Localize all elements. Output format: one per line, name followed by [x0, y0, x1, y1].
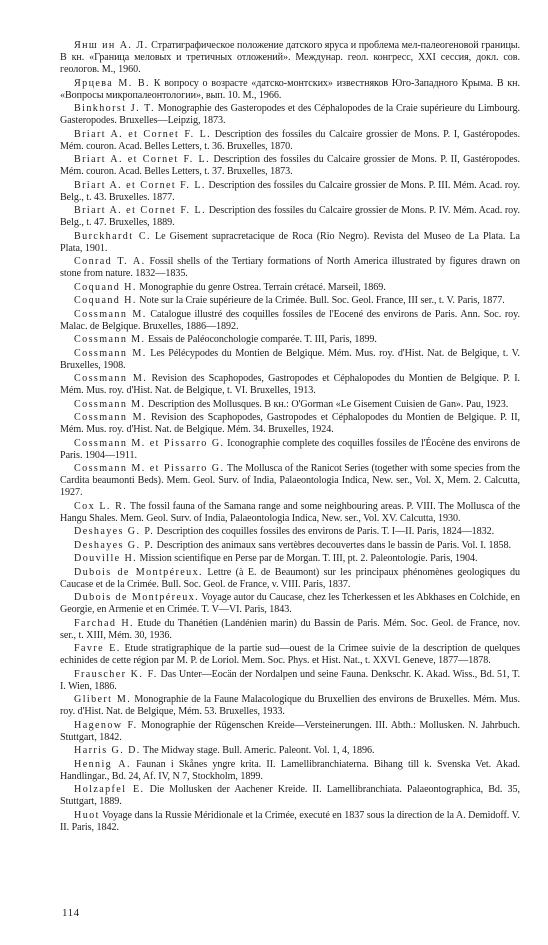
reference-entry: [60, 295, 520, 307]
reference-entry: [60, 103, 520, 127]
reference-details: Note sur la Craie supérieure de la Crimée. Bull. Soc. Geol. France, III ser., t. V. Paris, 1877.: [136, 295, 505, 306]
reference-details: The fossil fauna of the Samana range and some neighbouring areas. P. VIII. The Mollusca of the Hangu Shales. Mem. Geol. Surv. of India, Palaeontologia Indica, New. ser., Vol. XV. Calcutta, 1930.: [60, 500, 521, 524]
reference-details: Monographie der Rügenschen Kreide—Versteinerungen. III. Abth.: Mollusken. N. Jahrbuch. Stuttgart, 1842.: [60, 719, 520, 743]
reference-entry: [60, 618, 520, 642]
reference-author: Frauscher K. F.: [74, 668, 158, 680]
reference-details: Etude du Thanétien (Landénien marin) du Bassin de Paris. Mém. Soc. Geol. de France, nov. ser., t. XIII, Mém. 30, 1936.: [60, 617, 520, 641]
reference-entry: [60, 694, 520, 718]
reference-author: Dubois de Montpéreux.: [74, 566, 203, 578]
reference-details: Voyage dans la Russie Méridionale et la Crimée, executé en 1837 sous la direction de la A. Demidoff. V. II. Paris, 1842.: [60, 809, 520, 833]
reference-author: Dubois de Montpéreux.: [74, 592, 200, 603]
reference-entry: [60, 373, 520, 397]
reference-entry: [60, 256, 520, 280]
reference-author: Conrad T. A.: [74, 256, 146, 267]
reference-author: Burckhardt C.: [74, 230, 151, 242]
reference-author: Coquand H.: [74, 281, 137, 293]
reference-author: Favre E.: [74, 643, 121, 654]
reference-details: Iconographie complete des coquilles fossiles de l'Éocène des environs de Paris. 1904—1911.: [60, 437, 520, 461]
reference-entry: [60, 40, 520, 76]
reference-author: Holzapfel E.: [74, 784, 145, 795]
reference-details: Revision des Scaphopodes, Gastropodes et Céphalopodes du Montien de Belgique. P. I. Mém. Mus. roy. d'Hist. Nat. de Belgique, t. VI. Bruxelles, 1913.: [60, 373, 520, 396]
reference-entry: [60, 78, 520, 102]
reference-entry: [60, 567, 520, 591]
reference-entry: [60, 282, 520, 294]
reference-details: Etude stratigraphique de la partie sud—ouest de la Crimee suivie de la description de quelques echinides de cette région par M. P. de Loriol. Mem. Soc. Phys. et Hist. Nat., t. XXVI. Geneve, 1877—1878.: [60, 643, 520, 666]
reference-entry: [60, 501, 520, 525]
reference-details: Monographie de la Faune Malacologique du Bruxellien des environs de Bruxelles. Mém. Mus. roy. d'Hist. Nat. de Belgique, Mém. 53. Bruxelles, 1933.: [60, 694, 520, 717]
reference-details: Стратиграфическое положение датского яруса и проблема мел-палеогеновой границы. В кн. «Граница меловых и третичных отложений». Междунар. геол. конгресс, XXI сессия, докл. сов. геологов. М., 1960.: [60, 40, 520, 75]
reference-entry: [60, 784, 520, 808]
reference-entry: [60, 154, 520, 178]
reference-author: Coquand H.: [74, 295, 137, 306]
reference-author: Briart A. et Cornet F. L.: [74, 154, 211, 165]
reference-author: Douville H.: [74, 553, 138, 564]
reference-details: К вопросу о возрасте «датско-монтских» известняков Юго-Западного Крыма. В кн. «Вопросы микропалеонтологии», вып. 10. М., 1966.: [60, 77, 520, 101]
reference-details: Essais de Paléoconchologie comparée. T. III, Paris, 1899.: [145, 334, 377, 345]
reference-author: Farchad H.: [74, 617, 134, 629]
reference-entry: [60, 205, 520, 229]
reference-author: Cossmann M.: [74, 412, 147, 423]
reference-entry: [60, 309, 520, 333]
reference-entry: [60, 180, 520, 204]
reference-entry: [60, 129, 520, 153]
reference-entry: [60, 399, 520, 411]
reference-entry: [60, 759, 520, 783]
reference-author: Binkhorst J. T.: [74, 103, 155, 114]
reference-entry: [60, 348, 520, 372]
reference-details: Description des fossiles du Calcaire grossier de Mons. P. I, Gastéropodes. Mém. couron. Acad. Belles Letters, t. 36. Bruxelles, 1870.: [60, 128, 520, 152]
reference-author: Briart A. et Cornet F. L.: [74, 128, 212, 140]
reference-details: Faunan i Skånes yngre krita. II. Lamellibranchiaterna. Bihang till k. Svenska Vet. Akad. Handlingar., Bd. 24, Af. IV, N 7, Stockholm, 1899.: [60, 758, 520, 782]
reference-details: Mission scientifique en Perse par de Morgan. T. III, pt. 2. Paleontologie. Paris, 1904.: [137, 553, 478, 564]
reference-author: Янш ин А. Л.: [74, 40, 149, 51]
reference-entry: [60, 463, 520, 499]
reference-entry: [60, 553, 520, 565]
reference-author: Cossmann M.: [74, 347, 147, 359]
reference-details: Description des fossiles du Calcaire grossier de Mons. P. IV. Mém. Acad. roy. Belg., t. 47. Bruxelles, 1889.: [60, 205, 520, 228]
reference-author: Cossmann M. et Pissarro G.: [74, 463, 225, 474]
reference-entry: [60, 334, 520, 346]
reference-author: Ярцева М. В.: [74, 77, 150, 89]
page-number: 114: [62, 907, 80, 919]
reference-details: Description des Mollusques. В кн.: O'Gorman «Le Gisement Cuisien de Gan». Pau, 1923.: [145, 398, 509, 410]
reference-details: Voyage autor du Caucase, chez les Tcherkessen et les Abkhases en Colchide, en Georgie, en Armenie et en Crimée. T. V—VI. Paris, 1843.: [60, 592, 520, 615]
reference-entry: [60, 720, 520, 744]
reference-author: Cossmann M.: [74, 398, 146, 410]
reference-details: Description des fossiles du Calcaire grossier de Mons. P. III. Mém. Acad. roy. Belg., t. 43. Bruxelles. 1877.: [60, 179, 520, 203]
reference-author: Briart A. et Cornet F. L.: [74, 205, 207, 216]
reference-entry: [60, 526, 520, 538]
reference-entry: [60, 643, 520, 667]
reference-details: Lettre (à E. de Beaumont) sur les principaux phénomènes geologiques du Caucase et de la Crimée. Bull. Soc. Geol. de France, v. VIII. Paris, 1837.: [60, 566, 520, 590]
reference-author: Cossmann M. et Pissarro G.: [74, 437, 225, 449]
reference-author: Cox L. R.: [74, 500, 128, 512]
reference-entry: [60, 669, 520, 693]
reference-author: Deshayes G. P.: [74, 539, 155, 551]
reference-details: Description des coquilles fossiles des environs de Paris. T. I—II. Paris, 1824—1832.: [154, 526, 495, 537]
reference-author: Cossmann M.: [74, 373, 148, 384]
reference-author: Hagenow F.: [74, 719, 138, 731]
reference-details: Revision des Scaphopodes, Gastropodes et Céphalopodes du Montien de Belgique. P. II, Mém. Mus. roy. d'Hist. Nat. de Belgique. Mém. 34. Bruxelles, 1924.: [60, 412, 521, 435]
reference-entry: [60, 231, 520, 255]
reference-entry: [60, 810, 520, 834]
reference-list: [60, 40, 520, 835]
reference-details: Description des animaux sans vertèbres decouvertes dans le bassin de Paris. Vol. I. 1858.: [154, 539, 511, 551]
reference-details: The Midway stage. Bull. Americ. Paleont. Vol. 1, 4, 1896.: [140, 745, 375, 756]
reference-details: Monographie des Gasteropodes et des Céphalopodes de la Craie supérieure du Limbourg. Gasteropodes. Bruxelles—Leipzig, 1873.: [60, 103, 520, 126]
reference-author: Cossmann M.: [74, 308, 147, 320]
reference-author: Glibert M.: [74, 694, 132, 705]
reference-author: Huot: [74, 809, 100, 821]
reference-details: Die Mollusken der Aachener Kreide. II. Lamellibranchiata. Palaeontographica, Bd. 35, Stuttgart, 1889.: [60, 784, 520, 807]
reference-details: Das Unter—Eocän der Nordalpen und seine Fauna. Denkschr. K. Akad. Wiss., Bd. 51, T. I. Wien, 1886.: [60, 668, 520, 692]
reference-author: Hennig A.: [74, 758, 131, 770]
reference-entry: [60, 592, 520, 616]
reference-details: Les Pélécypodes du Montien de Belgique. Mém. Mus. roy. d'Hist. Nat. de Belgique, t. V. Bruxelles, 1908.: [60, 347, 520, 371]
reference-details: Fossil shells of the Tertiary formations of North America illustrated by figures drawn on stone from nature. 1832—1835.: [60, 256, 520, 279]
reference-entry: [60, 412, 520, 436]
reference-entry: [60, 745, 520, 757]
reference-details: Monographie du genre Ostrea. Terrain crétacé. Marseil, 1869.: [136, 281, 386, 293]
reference-entry: [60, 438, 520, 462]
reference-author: Deshayes G. P.: [74, 526, 155, 537]
reference-author: Harris G. D.: [74, 745, 141, 756]
reference-entry: [60, 540, 520, 552]
reference-details: The Mollusca of the Ranicot Series (together with some species from the Cardita beaumonti Beds). Mem. Geol. Surv. of India, Palaeontologia Indica, New. ser., Vol. X, Mem. 2. Calcutta, 1927.: [60, 463, 520, 498]
reference-author: Briart A. et Cornet F. L.: [74, 179, 206, 191]
reference-details: Description des fossiles du Calcaire grossier de Mons. P. II, Gastéropodes. Mém. couron. Acad. Belles Letters, t. 37. Bruxelles, 1873.: [60, 154, 520, 177]
reference-author: Cossmann M.: [74, 334, 146, 345]
reference-details: Le Gisement supracretacique de Roca (Rio Negro). Revista del Museo de La Plata. La Plata, 1901.: [60, 230, 520, 254]
reference-details: Catalogue illustré des coquilles fossiles de l'Eocené des environs de Paris. Ann. Soc. roy. Malac. de Belgique. Bruxelles, 1886—1892.: [60, 308, 520, 332]
